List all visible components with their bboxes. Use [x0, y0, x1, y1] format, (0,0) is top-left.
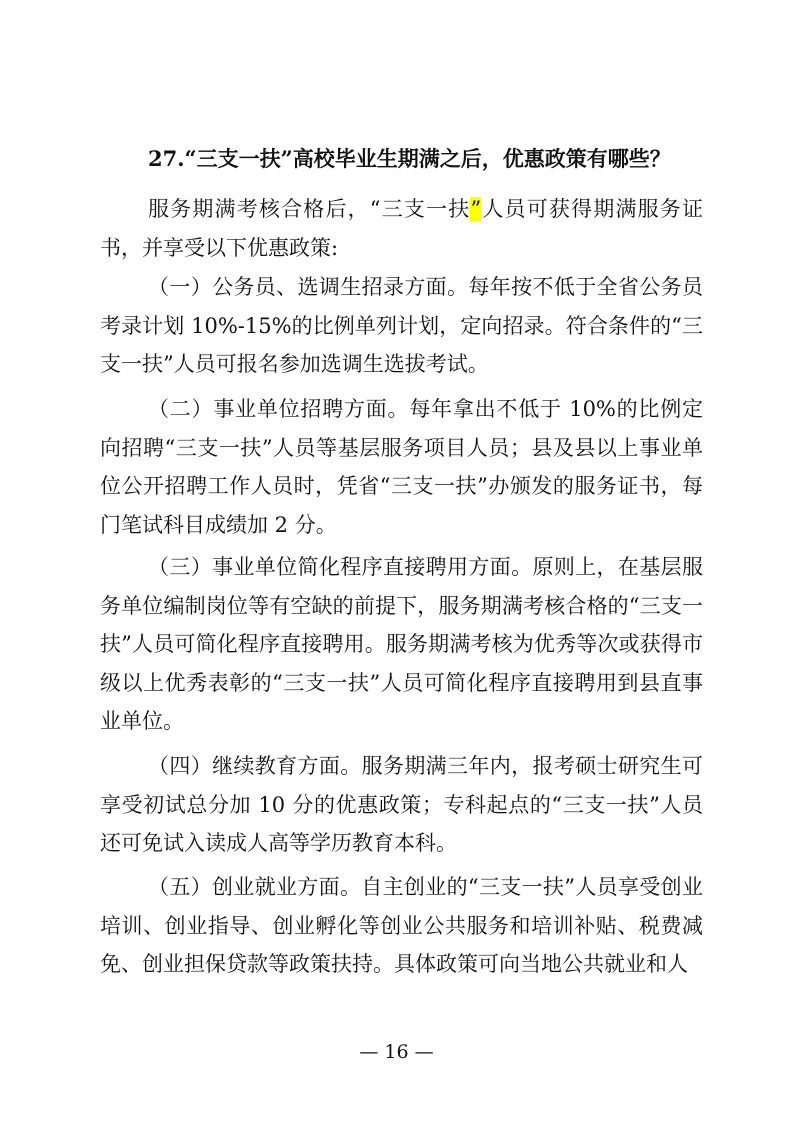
question-heading: 27.“三支一扶”高校毕业生期满之后，优惠政策有哪些？ — [148, 146, 671, 171]
policy-paragraph-2: （二）事业单位招聘方面。每年拿出不低于 10%的比例定向招聘“三支一扶”人员等基层服务项目人员；县及县以上事业单位公开招聘工作人员时，凭省“三支一扶”办颁发的服务证书，每门笔试科目成绩加 2 分。 — [100, 397, 703, 537]
highlighted-quote-mark: ” — [470, 197, 482, 221]
intro-text-before: 服务期满考核合格后，“三支一扶 — [148, 197, 471, 221]
policy-paragraph-5: （五）创业就业方面。自主创业的“三支一扶”人员享受创业培训、创业指导、创业孵化等创业公共服务和培训补贴、税费减免、创业担保贷款等政策扶持。具体政策可向当地公共就业和人 — [100, 875, 703, 976]
policy-paragraph-3: （三）事业单位简化程序直接聘用方面。原则上，在基层服务单位编制岗位等有空缺的前提下，服务期满考核合格的“三支一扶”人员可简化程序直接聘用。服务期满考核为优秀等次或获得市级以上优秀表彰的“三支一扶”人员可简化程序直接聘用到县直事业单位。 — [100, 555, 703, 733]
page-number: — 16 — — [359, 1041, 434, 1063]
policy-paragraph-1: （一）公务员、选调生招录方面。每年按不低于全省公务员考录计划 10%-15%的比例单列计划，定向招录。符合条件的“三支一扶”人员可报名参加选调生选拔考试。 — [100, 275, 703, 376]
policy-paragraph-4: （四）继续教育方面。服务期满三年内，报考硕士研究生可享受初试总分加 10 分的优惠政策；专科起点的“三支一扶”人员还可免试入读成人高等学历教育本科。 — [100, 754, 703, 855]
intro-text-after: 人员可获得期满服务证书，并享受以下优惠政策: — [100, 197, 703, 260]
intro-paragraph — [100, 190, 703, 267]
